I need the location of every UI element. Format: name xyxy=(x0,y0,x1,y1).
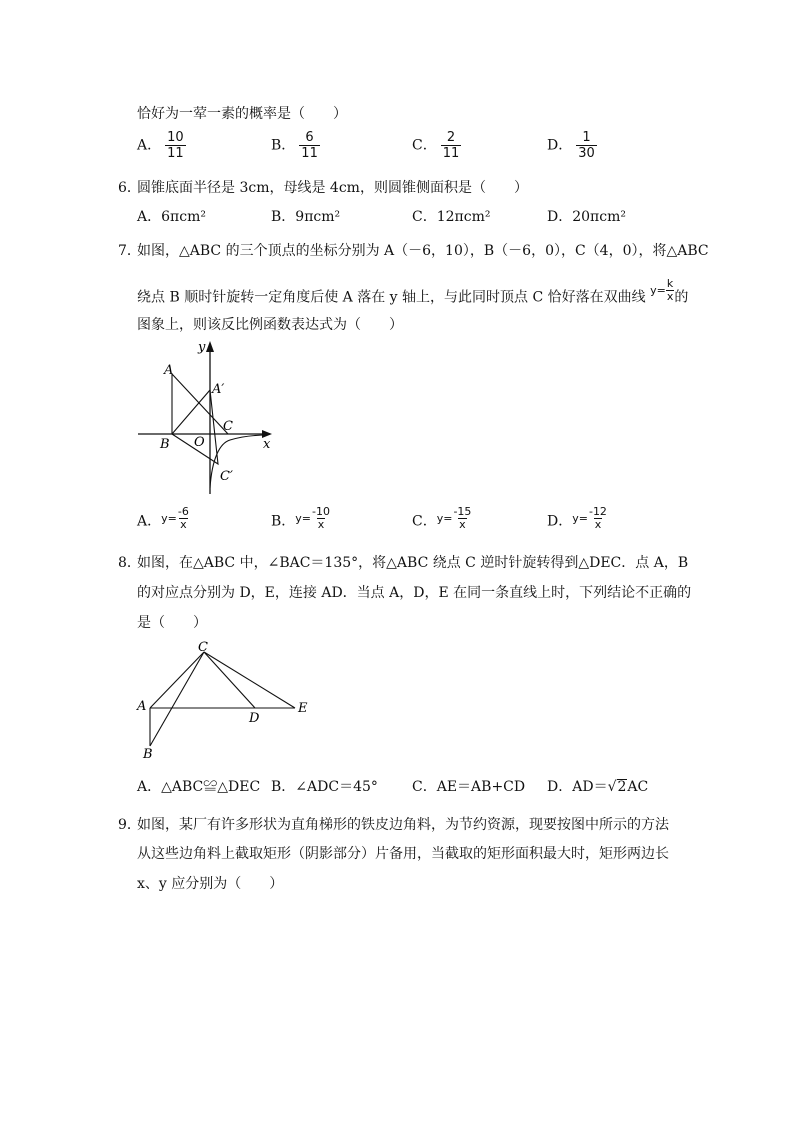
q7-stem-line2: 绕点 B 顺时针旋转一定角度后使 A 落在 y 轴上，与此同时顶点 C 恰好落在双曲线 $^{y= \frac{k}{x}}$ 的 xyxy=(137,277,689,306)
q5-option-c[interactable] xyxy=(412,130,461,161)
label-b: B xyxy=(160,437,170,452)
q6-number: 6． xyxy=(118,180,141,196)
q8-number: 8． xyxy=(118,555,141,571)
q9-stem-line1: 如图，某厂有许多形状为直角梯形的铁皮边角料，为节约资源，现要按图中所示的方法 xyxy=(137,817,669,833)
label-o: O xyxy=(194,435,205,450)
q8-figure xyxy=(135,638,320,763)
hyperbola-formula: y= k x xyxy=(650,277,674,303)
q7-stem-line1: 如图，△ABC 的三个顶点的坐标分别为 A（－6，10），B（－6，0），C（4，0），将△ABC xyxy=(137,243,709,259)
triangle-a2bc2 xyxy=(172,390,218,464)
q8-stem-line2: 的对应点分别为 D，E，连接 AD．当点 A，D，E 在同一条直线上时，下列结论不正确的 xyxy=(137,585,692,601)
label-x: x xyxy=(263,437,271,452)
segment-ce xyxy=(204,652,295,708)
segment-cd xyxy=(204,652,255,708)
label-a: A xyxy=(137,699,147,714)
label-y: y xyxy=(198,340,206,355)
q7-option-c[interactable]: C．$^{y= \frac{-15}{x}}$ xyxy=(412,505,472,531)
label-b: B xyxy=(143,747,153,762)
sqrt-sign: √ xyxy=(607,779,617,795)
label-c-prime: C′ xyxy=(220,469,233,484)
q7-option-d[interactable]: D．$^{y= \frac{-12}{x}}$ xyxy=(547,505,607,531)
fraction: $\frac{1}{30}$ xyxy=(578,130,595,161)
q7-figure xyxy=(130,338,280,498)
label-d: D xyxy=(249,711,260,726)
q7-stem-text: 绕点 B 顺时针旋转一定角度后使 A 落在 y 轴上，与此同时顶点 C 恰好落在双曲线 xyxy=(137,289,646,306)
q5-option-b[interactable] xyxy=(271,130,320,161)
q8-stem-line1: 如图，在△ABC 中，∠BAC＝135°，将△ABC 绕点 C 逆时针旋转得到△DEC．点 A，B xyxy=(137,555,689,571)
fraction: $\frac{10}{11}$ xyxy=(167,130,184,161)
q6-option-a[interactable]: A．6πcm² xyxy=(137,209,206,225)
sqrt-radicand: 2 xyxy=(617,779,627,795)
fraction: $\frac{6}{11}$ xyxy=(301,130,318,161)
q8-option-c[interactable]: C．AE＝AB+CD xyxy=(412,779,526,795)
q9-stem-line2: 从这些边角料上截取矩形（阴影部分）片备用，当截取的矩形面积最大时，矩形两边长 xyxy=(137,846,669,862)
option-label: D． xyxy=(547,137,573,154)
q8-option-d[interactable]: D．AD＝√2AC xyxy=(547,779,649,795)
q8-option-b[interactable]: B．∠ADC＝45° xyxy=(271,779,378,795)
q7-option-a[interactable]: A．$^{y= \frac{-6}{x}}$ xyxy=(137,505,189,531)
q5-stem-line: 恰好为一荤一素的概率是（ ） xyxy=(137,106,347,122)
q9-stem-line3: x、y 应分别为（ ） xyxy=(137,876,284,892)
y-axis-arrow xyxy=(206,341,214,352)
q5-option-a[interactable] xyxy=(137,130,186,161)
q7-number: 7． xyxy=(118,243,141,259)
q9-number: 9． xyxy=(118,817,141,833)
fraction: $\frac{2}{11}$ xyxy=(442,130,460,161)
option-label: A． xyxy=(137,137,162,154)
q7-option-b[interactable]: B．$^{y= \frac{-10}{x}}$ xyxy=(271,505,330,531)
q7-stem-line3: 图象上，则该反比例函数表达式为（ ） xyxy=(137,317,403,333)
label-c: C xyxy=(198,640,208,655)
q5-option-d[interactable] xyxy=(547,130,597,161)
label-c: C xyxy=(223,419,233,434)
q6-option-b[interactable]: B．9πcm² xyxy=(271,209,341,225)
q6-option-d[interactable]: D．20πcm² xyxy=(547,209,626,225)
hyperbola-curve xyxy=(210,435,268,488)
option-label: C． xyxy=(412,137,437,154)
label-e: E xyxy=(298,701,308,716)
q6-stem: 圆锥底面半径是 3cm，母线是 4cm，则圆锥侧面积是（ ） xyxy=(137,180,528,196)
label-a: A xyxy=(164,363,174,378)
option-label: B． xyxy=(271,137,296,154)
label-a-prime: A′ xyxy=(212,382,225,397)
q8-stem-line3: 是（ ） xyxy=(137,615,207,631)
q6-option-c[interactable]: C．12πcm² xyxy=(412,209,491,225)
q8-option-a[interactable]: A．△ABC≌△DEC xyxy=(137,779,261,795)
